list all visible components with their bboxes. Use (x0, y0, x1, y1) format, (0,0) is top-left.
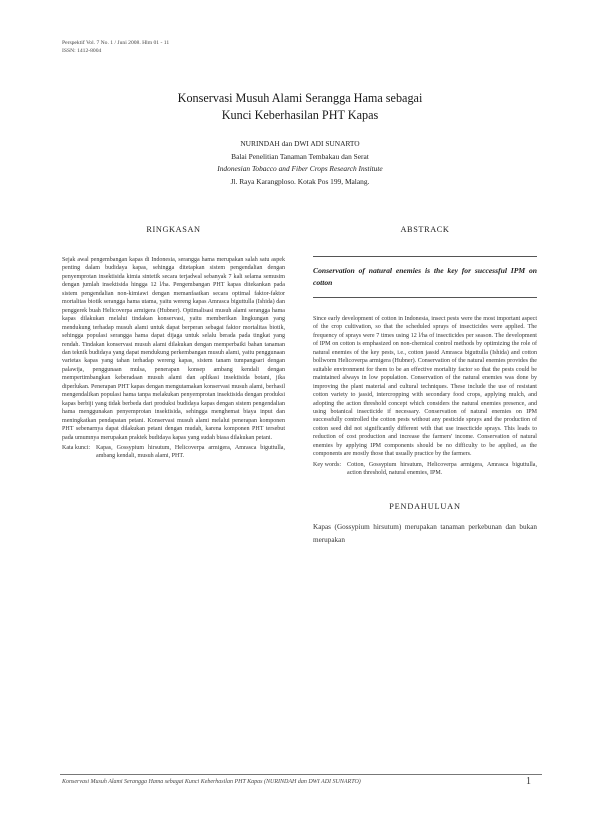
paper-title-line-2: Kunci Keberhasilan PHT Kapas (221, 108, 379, 122)
kata-kunci-text: Kapas, Gossypium hirsutum, Helicoverpa armigera, Amrasca biguttulla, ambang kendali, musuh alami, PHT. (96, 444, 285, 460)
abstract-text: Since early development of cotton in Indonesia, insect pests were the most important aspect of the crop cultivation, so that the scheduled sprays of insecticides were applied. The frequency of sprays were 7 times using 12 l/ha of insecticides per season. The development of IPM on cotton is emphasized on non-chemical control methods by optimizing the role of natural enemies of the key pests, i.e., cotton jassid Amrasca biguttulla (Ishida) and cotton bollworm Helicoverpa armigera (Hubner). Conservation of the natural enemies provides the suitable environment for them to be an effective mortality factor so that the pests could be maintained always in low population. Conservation of the natural enemies was done by improving the plant material and cultural techniques. These include the use of resistant cotton variety to jassid, intercropping with secondary food crops, applying mulch, and adopting the action threshold concept which considers the natural enemies presence, and using botanical insecticide if necessary. Conservation of natural enemies on IPM successfully controlled the cotton pests without any pesticide sprays and the production of cotton seed did not significantly different with that use insecticide sprays. This leads to reduction of cost production and increase the farmers' income. Conservation of natural enemies by applying IPM components should be no difficulty to be applied, as the components are mostly those that usually practice by the farmers. (313, 316, 537, 458)
kata-kunci-label: Kata kunci: (62, 444, 91, 451)
left-column (62, 225, 285, 461)
address: Jl. Raya Karangploso. Kotak Pos 199, Malang. (230, 176, 370, 186)
abstract-heading: ABSTRACK (400, 225, 450, 234)
right-column (313, 225, 537, 547)
author-names: NURINDAH dan DWI ADI SUNARTO (240, 139, 360, 148)
paper-title (0, 90, 600, 124)
abstract-title: Conservation of natural enemies is the key for successful IPM on cotton (313, 266, 537, 287)
key-words (313, 461, 537, 478)
key-words-text: Cotton, Gossypium hirsutum, Helicoverpa armigera, Amrasca biguttulla, action threshold, natural enemies, IPM. (347, 461, 537, 477)
journal-info (62, 39, 169, 55)
paper-title-line-1: Konservasi Musuh Alami Serangga Hama sebagai (177, 91, 423, 105)
running-footer: Konservasi Musuh Alami Serangga Hama sebagai Kunci Keberhasilan PHT Kapas (NURINDAH dan DWI ADI SUNARTO) (62, 779, 361, 785)
author-block (0, 138, 600, 188)
ringkasan-heading: RINGKASAN (146, 225, 201, 234)
kata-kunci (62, 444, 285, 461)
footer-divider (60, 774, 542, 775)
journal-issn: ISSN: 1412-8004 (62, 48, 102, 55)
abstract-title-box (313, 256, 537, 298)
affiliation-english: Indonesian Tobacco and Fiber Crops Research Institute (217, 164, 383, 174)
journal-volume: Perspektif Vol. 7 No. 1 / Juni 2008. Hlm 01 - 11 (62, 40, 170, 46)
pendahuluan-heading: PENDAHULUAN (389, 501, 461, 511)
page-number: 1 (526, 776, 531, 787)
affiliation: Balai Penelitian Tanaman Tembakau dan Serat (231, 151, 369, 161)
pendahuluan-text: Kapas (Gossypium hirsutum) merupakan tanaman perkebunan dan bukan merupakan (313, 522, 537, 544)
key-words-label: Key words: (313, 461, 342, 468)
ringkasan-text: Sejak awal pengembangan kapas di Indonesia, serangga hama merupakan salah satu aspek penting dalam budidaya kapas, sehingga ditetapkan sistem pengendalian dengan penyemprotan insektisida kimia sintetik secara terjadwal sebanyak 7 kali selama semusim dengan jumlah insektisida hingga 12 l/ha. Pengembangan PHT kapas ditekankan pada sistem pengendalian non-kimiawi dengan memanfaatkan secara optimal faktor-faktor mortalitas biotik serangga hama utama, yaitu wereng kapas Amrasca biguttulla (Ishida) dan penggerek buah Helicoverpa armigera (Hubner). Optimalisasi musuh alami serangga hama kapas dilakukan melalui tindakan konservasi, yaitu memberikan lingkungan yang mendukung terhadap musuh alami untuk dapat berperan sebagai faktor mortalitas biotik, sehingga populasi serangga hama dapat dijaga untuk selalu berada pada tingkat yang rendah. Tindakan konservasi musuh alami dilakukan dengan memperbaiki bahan tanaman dan teknik budidaya yang dapat mendukung perkembangan musuh alami, yaitu penggunaan varietas kapas yang tahan terhadap wereng kapas, sistem tanam tumpangsari dengan palawija, penggunaan mulsa, penerapan konsep ambang kendali dengan mempertimbangkan keberadaan musuh alami dan aplikasi insektisida botani, jika diperlukan. Penerapan PHT kapas dengan mengutamakan konservasi musuh alami, berhasil mengendalikan populasi hama tanpa melakukan penyemprotan insektisida dengan produksi kapas berbiji yang tidak berbeda dari produksi budidaya kapas dengan sistem pengendalian hama menggunakan penyemprotan insektisida, sehingga menghemat biaya input dan meningkatkan pendapatan petani. Konservasi musuh alami melalui penerapan komponen PHT sebenarnya dapat dilakukan petani dengan mudah, karena komponen PHT tersebut pada umumnya merupakan praktek budidaya kapas yang sudah biasa dilakukan petani. (62, 257, 285, 441)
